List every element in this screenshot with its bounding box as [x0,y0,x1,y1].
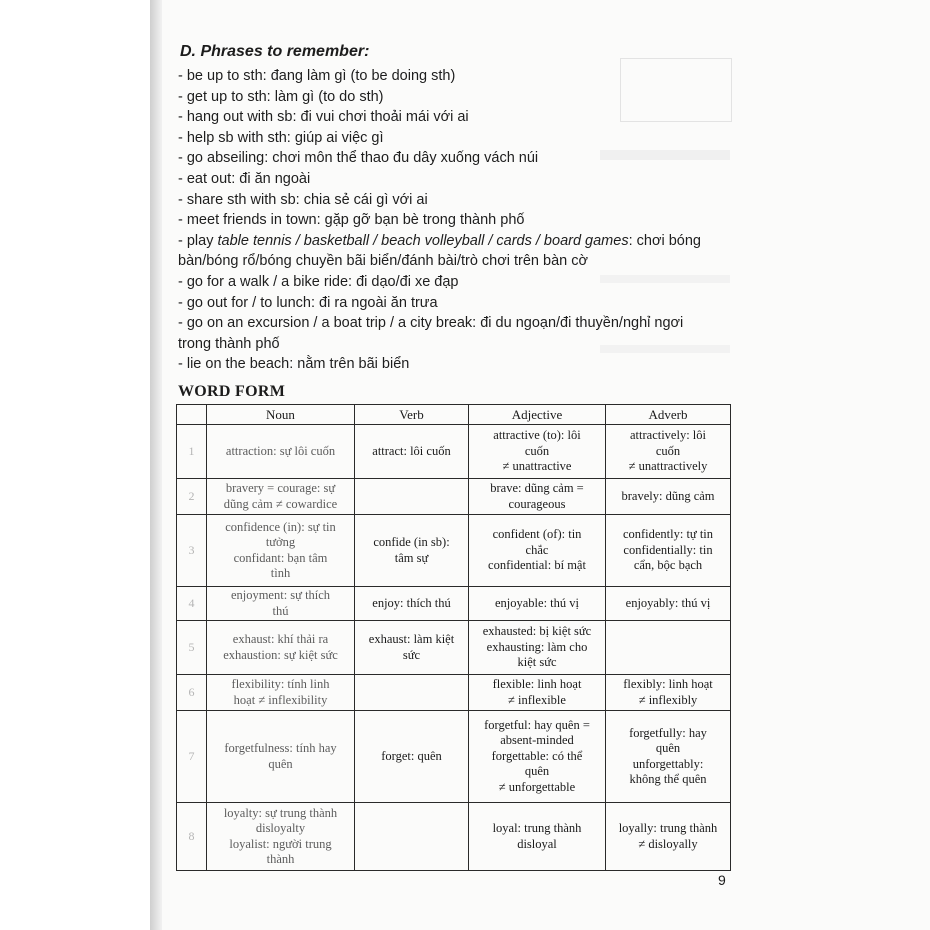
cell-line: enjoyable: thú vị [494,595,579,610]
cell-line: flexibility: tính linh [231,677,330,691]
cell-line: sức [402,647,421,662]
noun-cell [207,803,355,871]
cell-line: courageous [508,496,566,511]
phrase-text: - play [178,232,218,249]
phrase-text: - hang out with sb: đi vui chơi thoải mái với ai [178,109,469,126]
phrase-text: - go abseiling: chơi môn thể thao đu dây xuống vách núi [178,150,539,167]
header-verb: Verb [355,405,469,425]
table-row [177,711,731,803]
adjective-cell [469,675,606,711]
cell-line: disloyalty [255,821,306,835]
phrase-text: - go out for / to lunch: đi ra ngoài ăn trưa [178,294,438,311]
cell-line: bravely: dũng cảm [621,488,715,503]
cell-line: loyal: trung thành [492,821,582,835]
cell-line: confidence (in): sự tin [225,519,336,534]
phrase-italic-text: table tennis / basketball / beach volleyball / cards / board games [217,232,629,249]
header-adjective: Adjective [469,405,606,425]
cell-line: ≠ unforgettable [498,779,576,794]
cell-line: attractively: lôi [629,428,706,443]
cell-line: confidential: bí mật [488,558,586,573]
phrase-item [178,313,738,354]
table-header-row [177,405,731,425]
table-row [177,587,731,621]
cell-line: thú [272,603,289,618]
adverb-cell [606,587,731,621]
row-number-cell [177,587,207,621]
cell-line: cẩn, bộc bạch [633,558,703,573]
phrase-text: - go for a walk / a bike ride: đi dạo/đi xe đạp [178,273,459,290]
cell-line: brave: dũng cảm = [490,481,584,495]
cell-line: forgetfulness: tính hay [224,741,337,755]
phrase-item [178,128,738,149]
adverb-cell [606,621,731,675]
cell-line: 3 [188,542,195,557]
cell-line: enjoy: thích thú [372,595,451,610]
cell-line: exhausted: bị kiệt sức [482,624,592,639]
noun-cell [207,621,355,675]
verb-cell [355,425,469,479]
cell-line: chắc [525,542,549,557]
adjective-cell [469,803,606,871]
cell-line: confident (of): tin [492,527,582,542]
adjective-cell [469,479,606,515]
cell-line: thành [266,852,295,866]
adjective-cell [469,515,606,587]
phrase-text: - help sb with sth: giúp ai việc gì [178,129,384,146]
cell-line: 8 [188,828,195,843]
table-row [177,425,731,479]
row-number-cell [177,711,207,803]
cell-line: enjoyment: sự thích [230,588,331,602]
cell-line: attraction: sự lôi cuốn [225,443,336,458]
verb-cell [355,675,469,711]
noun-cell [207,479,355,515]
phrase-after-text: : chơi bóng [628,232,701,249]
adverb-cell [606,675,731,711]
phrases-list [178,66,738,375]
cell-line: enjoyably: thú vị [625,595,711,610]
phrases-heading: D. Phrases to remember: [180,43,370,60]
cell-line: dũng cảm ≠ cowardice [223,496,338,511]
header-noun: Noun [207,405,355,425]
phrase-item [178,354,738,375]
phrase-item [178,107,738,128]
cell-line: cuốn [524,443,550,458]
cell-line: attract: lôi cuốn [372,443,451,458]
noun-cell [207,425,355,479]
verb-cell [355,515,469,587]
cell-line: forgettable: có thể [491,748,583,763]
cell-line: hoạt ≠ inflexibility [233,692,328,707]
row-number-cell [177,803,207,871]
table-row [177,675,731,711]
cell-line: 7 [188,748,195,763]
row-number-cell [177,479,207,515]
cell-line: exhaustion: sự kiệt sức [223,647,338,662]
cell-line: bravery = courage: sự [225,481,336,495]
noun-cell [207,675,355,711]
cell-line: loyalty: sự trung thành [223,805,338,820]
phrase-text: - meet friends in town: gặp gỡ bạn bè trong thành phố [178,212,525,229]
cell-line: exhausting: làm cho [486,639,588,654]
cell-line: không thể quên [629,772,707,786]
row-number-cell [177,621,207,675]
noun-cell [207,711,355,803]
cell-line: forget: quên [381,748,442,763]
adverb-cell [606,515,731,587]
cell-line: loyally: trung thành [618,821,718,835]
book-spine-shadow [150,0,162,930]
cell-line: ≠ inflexible [508,692,566,707]
phrase-text: - get up to sth: làm gì (to do sth) [178,88,384,105]
phrase-item [178,190,738,211]
cell-line: flexible: linh hoạt [492,677,582,691]
cell-line: 1 [188,443,195,458]
verb-cell [355,587,469,621]
phrase-item [178,272,738,293]
cell-line: quên [524,764,550,779]
cell-line: 2 [188,488,195,503]
cell-line: 6 [188,684,195,699]
cell-line: flexibly: linh hoạt [623,677,713,691]
cell-line: loyalist: người trung [229,836,332,851]
cell-line: forgetfully: hay [629,725,707,740]
table-row [177,803,731,871]
adverb-cell [606,803,731,871]
phrase-text: - be up to sth: đang làm gì (to be doing sth) [178,68,456,84]
phrase-text: - share sth with sb: chia sẻ cái gì với ai [178,191,428,208]
phrase-text: - lie on the beach: nằm trên bãi biển [178,356,410,373]
row-number-cell [177,515,207,587]
phrase-item [178,231,738,272]
cell-line: confidently: tự tin [622,527,714,542]
noun-cell [207,515,355,587]
cell-line: tâm sự [394,550,429,565]
phrase-continuation: bàn/bóng rổ/bóng chuyền bãi biển/đánh bài/trò chơi trên bàn cờ [178,253,589,270]
cell-line: 4 [188,595,195,610]
cell-line: quên [655,741,681,755]
phrase-item [178,210,738,231]
header-adverb: Adverb [606,405,731,425]
phrase-text: - eat out: đi ăn ngoài [178,170,311,187]
cell-line: tình [270,566,291,580]
page-number: 9 [718,872,726,888]
phrase-continuation: trong thành phố [178,335,280,352]
adjective-cell [469,425,606,479]
noun-cell [207,587,355,621]
row-number-cell [177,675,207,711]
phrase-item [178,169,738,190]
table-row [177,515,731,587]
phrase-text: - go on an excursion / a boat trip / a city break: đi du ngoạn/đi thuyền/nghỉ ngơi [178,315,684,332]
verb-cell [355,711,469,803]
verb-cell [355,803,469,871]
phrase-item [178,148,738,169]
cell-line: unforgettably: [632,756,704,771]
cell-line: confidant: bạn tâm [233,550,328,565]
phrase-item [178,293,738,314]
cell-line: ≠ unattractively [628,459,708,474]
cell-line: ≠ disloyally [638,836,698,851]
adjective-cell [469,587,606,621]
adverb-cell [606,479,731,515]
cell-line: attractive (to): lôi [493,428,581,443]
cell-line: exhaust: khí thải ra [232,632,329,646]
phrase-item [178,66,738,87]
adjective-cell [469,711,606,803]
table-row [177,479,731,515]
cell-line: disloyal [517,836,557,851]
cell-line: absent-minded [500,733,574,748]
header-index [177,405,207,425]
cell-line: quên [268,756,293,771]
verb-cell [355,621,469,675]
cell-line: ≠ unattractive [502,459,572,474]
row-number-cell [177,425,207,479]
cell-line: confide (in sb): [373,535,450,549]
verb-cell [355,479,469,515]
table-row [177,621,731,675]
adverb-cell [606,425,731,479]
word-form-title: WORD FORM [178,383,286,400]
cell-line: forgetful: hay quên = [484,717,590,732]
phrase-item [178,87,738,108]
adjective-cell [469,621,606,675]
cell-line: kiệt sức [517,655,557,670]
cell-line: cuốn [655,443,681,458]
cell-line: ≠ inflexibly [638,692,698,707]
cell-line: 5 [188,639,195,654]
cell-line: tưởng [265,535,296,549]
adverb-cell [606,711,731,803]
cell-line: exhaust: làm kiệt [368,632,455,646]
cell-line: confidentially: tin [623,542,713,557]
word-form-table [176,404,731,871]
